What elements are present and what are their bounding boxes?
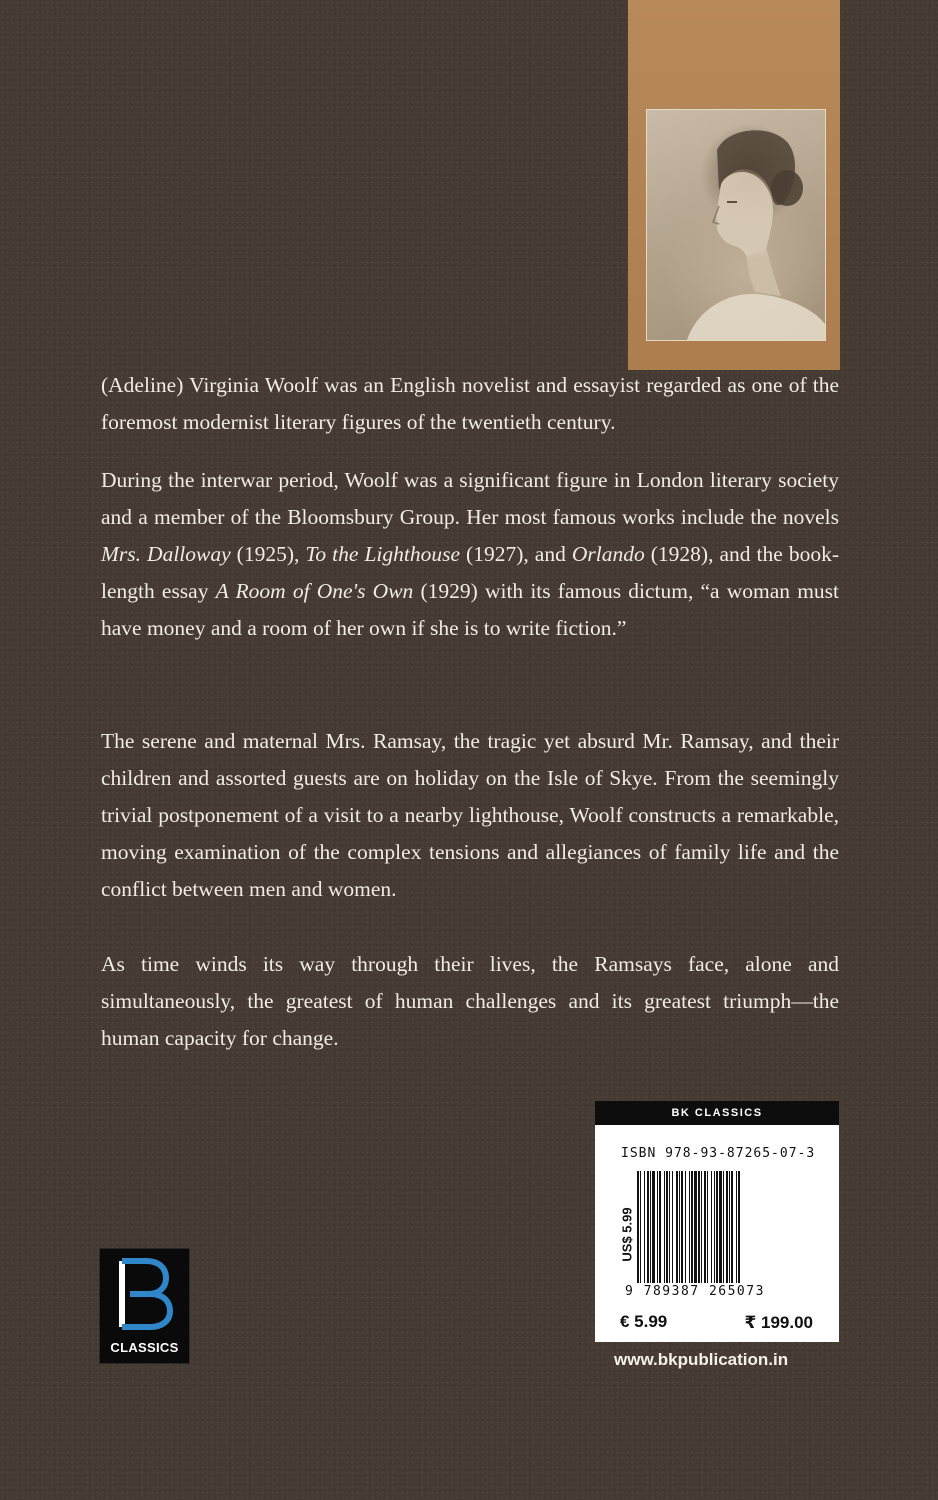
- bk-classics-logo: [99, 1248, 190, 1364]
- publisher-website: www.bkpublication.in: [614, 1350, 789, 1369]
- author-portrait: [646, 109, 826, 341]
- bio-text: During the interwar period, Woolf was a significant figure in London literary society and a member of the Bloomsbury Group. Her most famous works include the novels: [101, 468, 839, 529]
- book-title: A Room of One's Own: [215, 579, 414, 603]
- bio-paragraph-2: [101, 462, 839, 647]
- bio-text: (1928), and the book-length essay: [101, 542, 839, 603]
- synopsis: [101, 723, 839, 908]
- barcode-bars: [637, 1171, 817, 1283]
- price-eur: € 5.99: [620, 1312, 668, 1331]
- bio-text: (1929) with its famous dictum, “a woman must have money and a room of her own if she is to write fiction.”: [101, 579, 840, 640]
- ean-digits: 9 789387 265073: [625, 1284, 765, 1299]
- bio-paragraph-1: (Adeline) Virginia Woolf was an English novelist and essayist regarded as one of the foremost modernist literary figures of the twentieth century.: [101, 373, 839, 434]
- book-title: Mrs. Dalloway: [101, 542, 231, 566]
- barcode-panel: [595, 1101, 839, 1342]
- book-title: Orlando: [571, 542, 645, 566]
- bio-text: (1925),: [230, 542, 306, 566]
- synopsis-paragraph-2: As time winds its way through their lives, the Ramsays face, alone and simultaneously, the greatest of human challenges and its greatest triumph—the human capacity for change.: [101, 952, 839, 1050]
- barcode-header: BK CLASSICS: [595, 1101, 839, 1125]
- bio-text: (1927), and: [460, 542, 572, 566]
- bk-logo-icon: [100, 1249, 191, 1339]
- price-usd: US$ 5.99: [619, 1207, 635, 1262]
- author-bio-intro: [101, 367, 839, 441]
- author-bio-works: [101, 462, 839, 647]
- synopsis-continued: [101, 946, 839, 1057]
- logo-text: CLASSICS: [110, 1340, 179, 1355]
- price-inr: ₹ 199.00: [744, 1313, 813, 1332]
- book-title: To the Lighthouse: [305, 542, 461, 566]
- isbn-number: ISBN 978-93-87265-07-3: [621, 1146, 816, 1161]
- synopsis-paragraph-1: The serene and maternal Mrs. Ramsay, the tragic yet absurd Mr. Ramsay, and their children and assorted guests are on holiday on the Isle of Skye. From the seemingly trivial postponement of a visit to a nearby lighthouse, Woolf constructs a remarkable, moving examination of the complex tensions and allegiances of family life and the conflict between men and women.: [101, 729, 839, 901]
